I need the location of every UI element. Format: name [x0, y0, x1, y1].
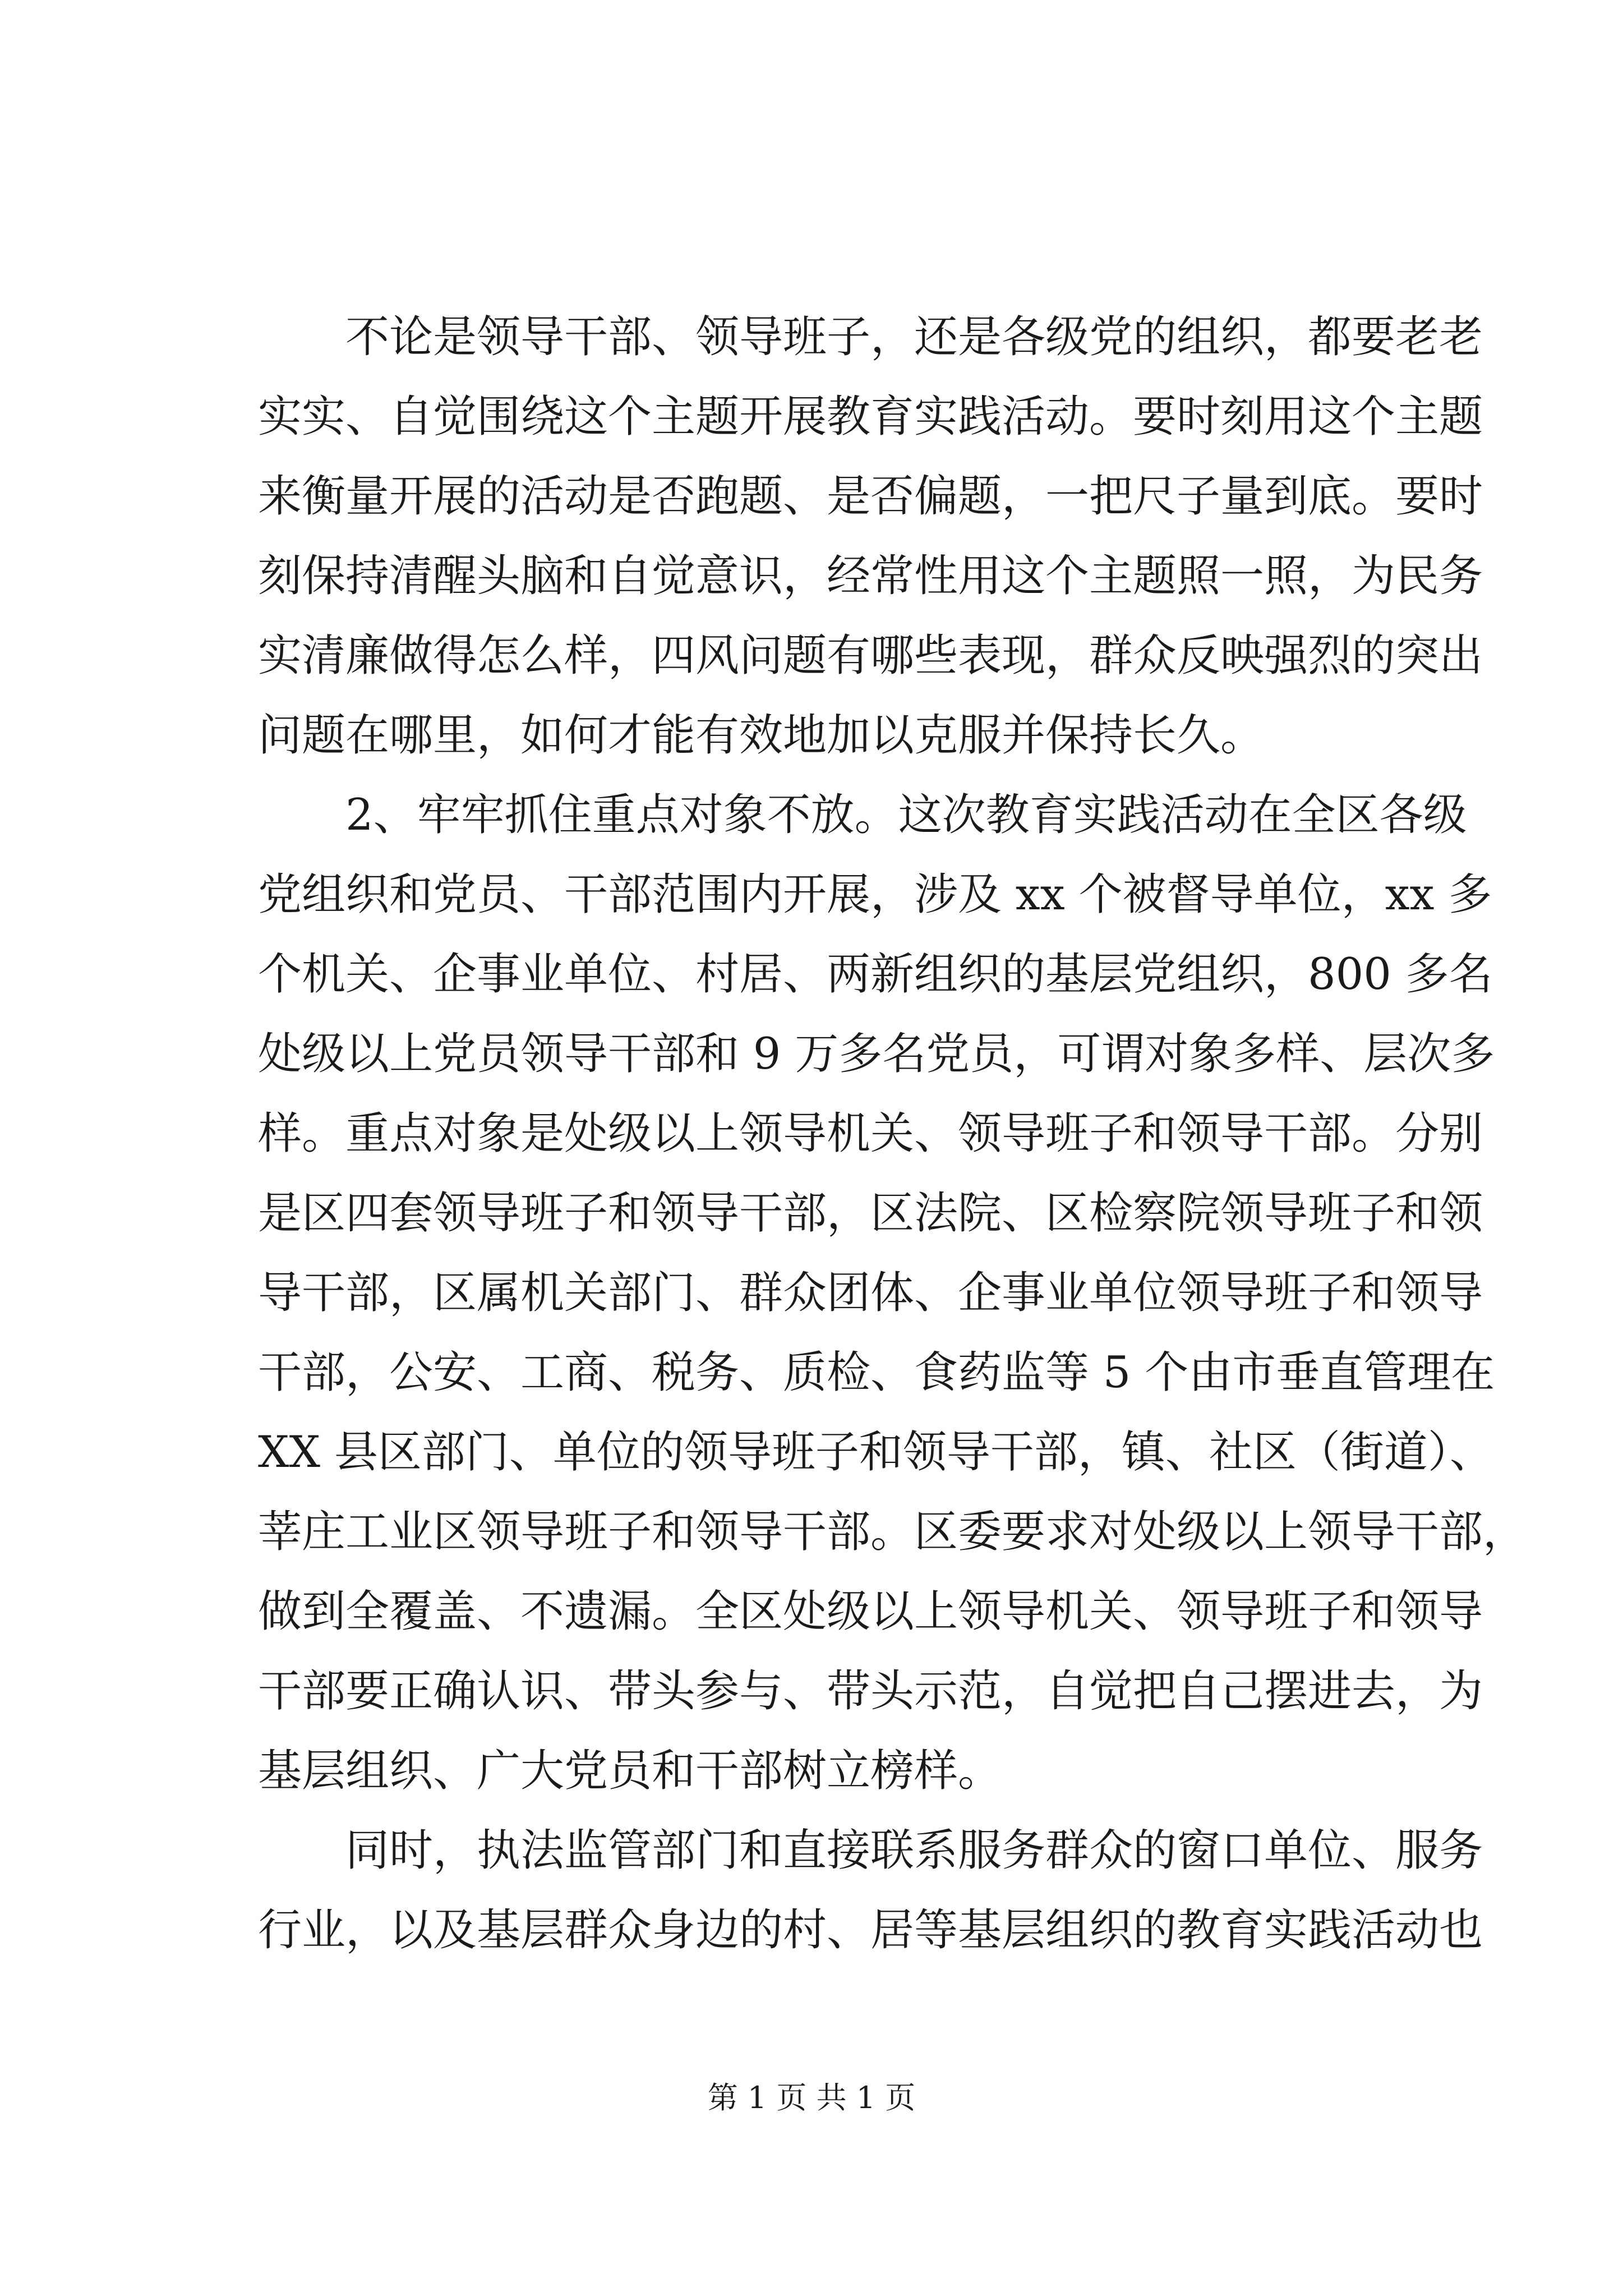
text-line: 个机关、企事业单位、村居、两新组织的基层党组织，800 多名 — [258, 949, 1493, 1000]
text-line: 干部要正确认识、带头参与、带头示范，自觉把自己摆进去，为 — [258, 1666, 1483, 1717]
text-line: 是区四套领导班子和领导干部，区法院、区检察院领导班子和领 — [258, 1188, 1483, 1239]
text-line: XX 县区部门、单位的领导班子和领导干部，镇、社区（街道）、 — [258, 1427, 1493, 1478]
text-line: 实实、自觉围绕这个主题开展教育实践活动。要时刻用这个主题 — [258, 392, 1483, 442]
text-line: 2、牢牢抓住重点对象不放。这次教育实践活动在全区各级 — [258, 790, 1467, 840]
text-line: 处级以上党员领导干部和 9 万多名党员，可谓对象多样、层次多 — [258, 1029, 1495, 1079]
text-line: 刻保持清醒头脑和自觉意识，经常性用这个主题照一照，为民务 — [258, 551, 1483, 601]
text-line: 莘庄工业区领导班子和领导干部。区委要求对处级以上领导干部， — [258, 1507, 1527, 1557]
body-text — [258, 297, 1527, 1970]
text-line: 做到全覆盖、不遗漏。全区处级以上领导机关、领导班子和领导 — [258, 1586, 1483, 1637]
text-line: 导干部，区属机关部门、群众团体、企事业单位领导班子和领导 — [258, 1268, 1483, 1318]
text-line: 同时，执法监管部门和直接联系服务群众的窗口单位、服务 — [258, 1825, 1483, 1876]
text-line: 基层组织、广大党员和干部树立榜样。 — [258, 1746, 1002, 1796]
text-line: 样。重点对象是处级以上领导机关、领导班子和领导干部。分别 — [258, 1108, 1483, 1159]
page-footer: 第 1 页 共 1 页 — [707, 2080, 916, 2115]
text-line: 问题在哪里，如何才能有效地加以克服并保持长久。 — [258, 710, 1265, 761]
text-line: 行业，以及基层群众身边的村、居等基层组织的教育实践活动也 — [258, 1905, 1483, 1955]
text-line: 不论是领导干部、领导班子，还是各级党的组织，都要老老 — [258, 312, 1483, 362]
text-line: 党组织和党员、干部范围内开展，涉及 xx 个被督导单位，xx 多 — [258, 869, 1492, 920]
text-line: 干部，公安、工商、税务、质检、食药监等 5 个由市垂直管理在 — [258, 1347, 1495, 1398]
text-line: 来衡量开展的活动是否跑题、是否偏题，一把尺子量到底。要时 — [258, 471, 1483, 522]
text-line: 实清廉做得怎么样，四风问题有哪些表现，群众反映强烈的突出 — [258, 631, 1483, 681]
